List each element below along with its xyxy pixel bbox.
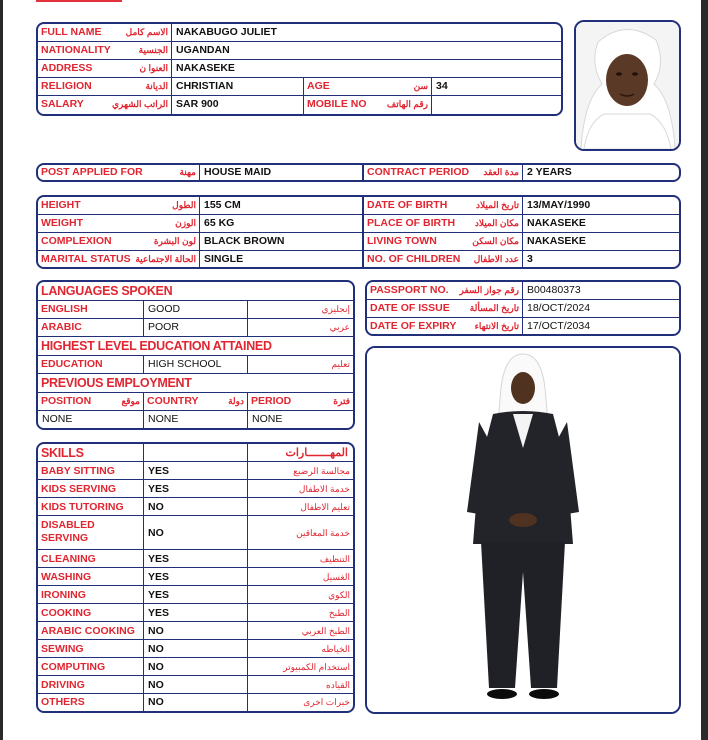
issue-label: DATE OF ISSUE [370, 302, 450, 314]
education-title-row [38, 337, 353, 356]
physical-box [36, 195, 681, 269]
skill-ar-cell [247, 622, 353, 639]
english-row [38, 301, 353, 319]
living-label: LIVING TOWN [367, 235, 437, 247]
skill-ar: مجالسة الرضيع [293, 466, 350, 476]
living-value: NAKASEKE [522, 233, 679, 250]
skill-ar-cell [247, 516, 353, 549]
skill-ar: استخدام الكمبيوتر [283, 662, 350, 672]
address-label: ADDRESS [41, 62, 93, 74]
mobile-label-cell [303, 96, 431, 114]
height-row [38, 197, 679, 215]
complexion-value: BLACK BROWN [199, 233, 360, 250]
full-name-row [38, 24, 561, 42]
nationality-label: NATIONALITY [41, 44, 111, 56]
salary-ar: الراتب الشهري [112, 99, 168, 109]
age-label: AGE [307, 80, 330, 92]
country-label: COUNTRY [147, 395, 199, 407]
salary-value: SAR 900 [171, 96, 303, 114]
skill-value: YES [143, 604, 247, 621]
complexion-label-cell [38, 233, 199, 250]
expiry-label: DATE OF EXPIRY [370, 320, 457, 332]
religion-value: CHRISTIAN [171, 78, 303, 95]
skills-title-spacer [143, 444, 247, 461]
skill-label: KIDS SERVING [41, 483, 117, 495]
living-label-cell [362, 233, 522, 250]
passport-no-ar: رقم جواز السفر [459, 285, 519, 295]
passport-no-value: B00480373 [522, 282, 679, 299]
skills-title-ar: المهـــــــارات [285, 447, 348, 459]
languages-title-row [38, 282, 353, 301]
skill-ar: الطبخ العربي [301, 626, 350, 636]
expiry-row [367, 318, 679, 334]
marital-ar: الحالة الاجتماعية [135, 254, 196, 264]
weight-value: 65 KG [199, 215, 360, 232]
personal-info-box [36, 22, 563, 116]
living-ar: مكان السكن [472, 236, 519, 246]
contract-ar: مدة العقد [483, 167, 519, 177]
contract-label-cell [362, 165, 522, 180]
post-box [36, 163, 681, 182]
skill-ar: الكوي [328, 590, 350, 600]
education-row [38, 356, 353, 374]
skills-title: SKILLS [41, 446, 84, 460]
skill-label: BABY SITTING [41, 465, 115, 477]
full-name-ar: الاسم كامل [125, 27, 168, 37]
nationality-label-cell [38, 42, 171, 59]
country-value: NONE [143, 411, 247, 428]
address-row [38, 60, 561, 78]
dob-value: 13/MAY/1990 [522, 197, 679, 214]
english-ar: إنجليزي [321, 304, 350, 314]
marital-row [38, 251, 679, 268]
education-title: HIGHEST LEVEL EDUCATION ATTAINED [41, 339, 272, 353]
expiry-ar: تاريخ الانتهاء [474, 321, 519, 331]
religion-row [38, 78, 561, 96]
position-label-cell [38, 393, 143, 410]
skill-label: WASHING [41, 571, 92, 583]
headshot-photo [574, 20, 681, 151]
skill-ar: خدمة الاطفال [298, 484, 350, 494]
salary-row [38, 96, 561, 114]
left-edge [0, 0, 3, 740]
skill-ar: خدمة المعاقين [296, 528, 350, 538]
skill-row [38, 480, 353, 498]
right-edge [701, 0, 708, 740]
skill-label: IRONING [41, 589, 86, 601]
skill-row [38, 516, 353, 550]
address-label-cell [38, 60, 171, 77]
contract-label: CONTRACT PERIOD [367, 166, 470, 178]
issue-value: 18/OCT/2024 [522, 300, 679, 317]
skill-value: YES [143, 586, 247, 603]
skill-ar-cell [247, 550, 353, 567]
post-row [38, 165, 679, 180]
pob-value: NAKASEKE [522, 215, 679, 232]
skill-value: NO [143, 622, 247, 639]
dob-ar: تاريخ الميلاد [476, 200, 519, 210]
position-ar: موقع [121, 396, 140, 406]
employment-header-row [38, 393, 353, 411]
skill-value: YES [143, 480, 247, 497]
skill-ar-cell [247, 462, 353, 479]
skill-ar-cell [247, 480, 353, 497]
full-name-value: NAKABUGO JULIET [171, 24, 561, 41]
arabic-ar-cell [247, 319, 353, 336]
skill-label: COMPUTING [41, 661, 106, 673]
religion-label-cell [38, 78, 171, 95]
skill-row [38, 498, 353, 516]
skill-ar-cell [247, 640, 353, 657]
position-value: NONE [42, 413, 73, 425]
skills-title-row [38, 444, 353, 462]
arabic-value: POOR [143, 319, 247, 336]
skill-ar-cell [247, 586, 353, 603]
skill-row [38, 676, 353, 694]
education-ar: تعليم [331, 359, 350, 369]
children-label-cell [362, 251, 522, 268]
skill-value: NO [143, 676, 247, 693]
marital-label: MARITAL STATUS [41, 253, 131, 265]
top-mark [36, 0, 122, 2]
skill-ar: الطبخ [328, 608, 350, 618]
mobile-value [431, 96, 561, 114]
address-ar: العنوا ن [139, 63, 168, 73]
skills-title-ar-cell [247, 444, 353, 461]
skill-label: KIDS TUTORING [41, 501, 124, 513]
english-ar-cell [247, 301, 353, 318]
skill-ar: التنظيف [319, 554, 350, 564]
age-label-cell [303, 78, 431, 95]
weight-label-cell [38, 215, 199, 232]
arabic-ar: عربي [329, 322, 350, 332]
passport-no-row [367, 282, 679, 300]
height-label-cell [38, 197, 199, 214]
children-value: 3 [522, 251, 679, 268]
skill-ar: خبرات اخرى [303, 697, 350, 707]
complexion-row [38, 233, 679, 251]
skill-value: YES [143, 568, 247, 585]
skill-label: OTHERS [41, 696, 85, 708]
full-body-photo [365, 346, 681, 714]
skill-row [38, 586, 353, 604]
english-label: ENGLISH [41, 303, 88, 315]
post-label-cell [38, 165, 199, 180]
religion-label: RELIGION [41, 80, 92, 92]
education-label: EDUCATION [41, 358, 103, 370]
pob-label: PLACE OF BIRTH [367, 217, 456, 229]
issue-ar: تاريخ المسألة [469, 303, 519, 313]
english-value: GOOD [143, 301, 247, 318]
period-label-cell [247, 393, 353, 410]
education-ar-cell [247, 356, 353, 373]
arabic-row [38, 319, 353, 337]
pob-ar: مكان الميلاد [474, 218, 519, 228]
skill-row [38, 640, 353, 658]
weight-ar: الوزن [175, 218, 196, 228]
skill-ar: الغسيل [322, 572, 350, 582]
height-label: HEIGHT [41, 199, 81, 211]
nationality-row [38, 42, 561, 60]
skill-value: NO [143, 658, 247, 675]
skills-box [36, 442, 355, 713]
skill-ar-cell [247, 604, 353, 621]
contract-value: 2 YEARS [522, 165, 679, 180]
skill-label: DRIVING [41, 679, 85, 691]
skill-ar-cell [247, 658, 353, 675]
expiry-label-cell [367, 318, 522, 334]
marital-label-cell [38, 251, 199, 268]
salary-label-cell [38, 96, 171, 114]
period-value: NONE [247, 411, 353, 428]
full-name-label-cell [38, 24, 171, 41]
skill-label: ARABIC COOKING [41, 625, 135, 637]
period-label: PERIOD [251, 395, 292, 407]
skill-row [38, 550, 353, 568]
headshot-icon [576, 22, 679, 149]
skill-value: NO [143, 516, 247, 549]
skill-row [38, 604, 353, 622]
skill-row [38, 622, 353, 640]
full-name-label: FULL NAME [41, 26, 102, 38]
complexion-ar: لون البشرة [153, 236, 196, 246]
mobile-label: MOBILE NO [307, 98, 367, 110]
expiry-value: 17/OCT/2034 [522, 318, 679, 334]
issue-label-cell [367, 300, 522, 317]
complexion-label: COMPLEXION [41, 235, 112, 247]
employment-value-row [38, 411, 353, 428]
skill-ar: القياده [326, 680, 350, 690]
skill-value: NO [143, 694, 247, 711]
skill-label: DISABLED SERVING [41, 519, 95, 544]
nationality-value: UGANDAN [171, 42, 561, 59]
education-value: HIGH SCHOOL [143, 356, 247, 373]
skill-row [38, 694, 353, 711]
nationality-ar: الجنسية [138, 45, 168, 55]
post-label: POST APPLIED FOR [41, 166, 143, 178]
address-value: NAKASEKE [171, 60, 561, 77]
children-label: NO. OF CHILDREN [367, 253, 461, 265]
skill-row [38, 568, 353, 586]
languages-box [36, 280, 355, 430]
issue-row [367, 300, 679, 318]
period-ar: فترة [333, 396, 350, 406]
skill-value: YES [143, 550, 247, 567]
age-value: 34 [431, 78, 561, 95]
passport-box [365, 280, 681, 336]
languages-title: LANGUAGES SPOKEN [41, 284, 173, 298]
religion-ar: الديانة [145, 81, 168, 91]
pob-label-cell [362, 215, 522, 232]
height-value: 155 CM [199, 197, 360, 214]
weight-row [38, 215, 679, 233]
passport-no-label-cell [367, 282, 522, 299]
skill-label: SEWING [41, 643, 84, 655]
country-ar: دولة [228, 396, 244, 406]
skill-ar-cell [247, 694, 353, 711]
post-ar: مهنة [179, 167, 196, 177]
height-ar: الطول [172, 200, 196, 210]
skill-label: COOKING [41, 607, 92, 619]
salary-label: SALARY [41, 98, 84, 110]
skill-ar-cell [247, 676, 353, 693]
skill-label: CLEANING [41, 553, 96, 565]
skill-row [38, 658, 353, 676]
country-label-cell [143, 393, 247, 410]
skill-value: NO [143, 640, 247, 657]
weight-label: WEIGHT [41, 217, 83, 229]
skill-value: NO [143, 498, 247, 515]
children-ar: عدد الاطفال [473, 254, 519, 264]
skill-value: YES [143, 462, 247, 479]
dob-label: DATE OF BIRTH [367, 199, 448, 211]
position-label: POSITION [41, 395, 92, 407]
arabic-label: ARABIC [41, 321, 82, 333]
employment-title: PREVIOUS EMPLOYMENT [41, 376, 192, 390]
full-body-icon [367, 348, 679, 712]
skill-ar: تعليم الاطفال [300, 502, 350, 512]
skill-row [38, 462, 353, 480]
skill-ar: الخياطه [321, 644, 350, 654]
dob-label-cell [362, 197, 522, 214]
passport-no-label: PASSPORT NO. [370, 284, 449, 296]
age-ar: سن [413, 81, 428, 91]
post-value: HOUSE MAID [199, 165, 360, 180]
skill-ar-cell [247, 498, 353, 515]
employment-title-row [38, 374, 353, 393]
mobile-ar: رقم الهاتف [386, 99, 428, 109]
skill-ar-cell [247, 568, 353, 585]
marital-value: SINGLE [199, 251, 360, 268]
